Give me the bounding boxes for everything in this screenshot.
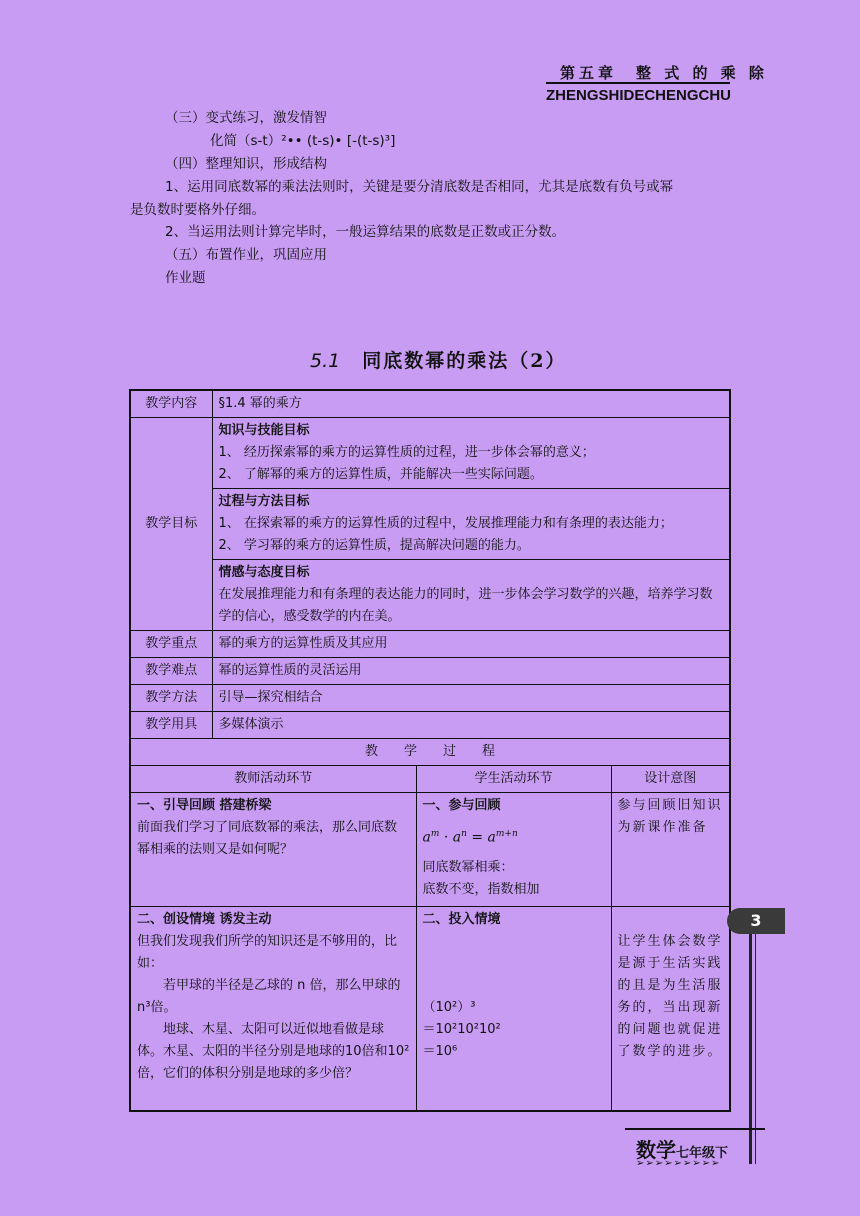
step-heading: 二、投入情境 xyxy=(422,912,501,927)
content-value: §1.4 幂的乘方 xyxy=(212,390,730,418)
footer-subject-text: 数学 xyxy=(636,1138,676,1162)
goal-item: 2、 学习幂的乘方的运算性质，提高解决问题的能力。 xyxy=(218,538,530,553)
intro-line: 是负数时要格外仔细。 xyxy=(130,202,265,218)
key-value: 幂的乘方的运算性质及其应用 xyxy=(212,631,730,658)
difficulty-label: 教学难点 xyxy=(130,658,212,685)
calc-line: ＝10⁶ xyxy=(422,1044,458,1059)
col-student-header: 学生活动环节 xyxy=(416,766,611,793)
content-label: 教学内容 xyxy=(130,390,212,418)
situation-design-cell xyxy=(611,907,730,1111)
header-rule xyxy=(546,82,730,84)
step-body: 地球、木星、太阳可以近似地看做是球体。木星、太阳的半径分别是地球的10倍和10²倍，它们的体积分别是地球的多少倍？ xyxy=(137,1022,410,1081)
goal-emotion xyxy=(212,560,730,631)
goal-heading: 过程与方法目标 xyxy=(218,494,310,509)
step-body: 但我们发现我们所学的知识还是不够用的，比如： xyxy=(137,934,398,971)
calc-line: （10²）³ xyxy=(422,1000,476,1015)
situation-teacher-cell xyxy=(130,907,416,1111)
process-header: 教 学 过 程 xyxy=(130,739,730,766)
intro-line: 1、运用同底数幂的乘法法则时，关键是要分清底数是否相同，尤其是底数有负号或幂 xyxy=(165,179,674,195)
calc-line: ＝10²10²10² xyxy=(422,1022,501,1037)
step-body: 前面我们学习了同底数幂的乘法，那么同底数幂相乘的法则又是如何呢？ xyxy=(137,820,398,857)
step-body: 若甲球的半径是乙球的 n 倍，那么甲球的n³倍。 xyxy=(137,978,401,1015)
goal-item: 1、 在探索幂的乘方的运算性质的过程中，发展推理能力和有条理的表达能力； xyxy=(218,516,673,531)
footer-grade: 七年级下 xyxy=(676,1146,729,1161)
method-value: 引导—探究相结合 xyxy=(212,685,730,712)
step-heading: 一、引导回顾 搭建桥梁 xyxy=(137,798,272,813)
section-name: 同底数幂的乘法（2） xyxy=(362,350,567,372)
situation-student-cell xyxy=(416,907,611,1111)
tool-value: 多媒体演示 xyxy=(212,712,730,739)
page-number-tab: 3 xyxy=(727,908,785,934)
intro-line: （四）整理知识，形成结构 xyxy=(165,156,327,172)
review-student-cell xyxy=(416,793,611,907)
intro-line: （五）布置作业，巩固应用 xyxy=(165,247,327,263)
lesson-plan-table xyxy=(129,389,731,1112)
footer-rule xyxy=(625,1128,765,1130)
key-label: 教学重点 xyxy=(130,631,212,658)
step-body: 底数不变，指数相加 xyxy=(422,881,540,897)
footer-arrows: ➢➢➢➢➢➢➢➢➢ xyxy=(636,1158,721,1169)
intro-line: 作业题 xyxy=(165,270,206,286)
step-body: 同底数幂相乘： xyxy=(422,859,514,875)
intro-line: 化简（s-t）²•• (t-s)• [-(t-s)³] xyxy=(210,133,396,149)
goal-label: 教学目标 xyxy=(130,418,212,631)
goal-process xyxy=(212,489,730,560)
goal-item: 在发展推理能力和有条理的表达能力的同时，进一步体会学习数学的兴趣，培养学习数学的信心，感受数学的内在美。 xyxy=(218,587,713,624)
goal-item: 2、 了解幂的乘方的运算性质，并能解决一些实际问题。 xyxy=(218,467,543,482)
design-text: 让学生体会数学是源于生活实践的且是为生活服务的，当出现新的问题也就促进了数学的进步。 xyxy=(617,934,723,1059)
section-number: 5.1 xyxy=(310,350,341,372)
step-heading: 二、创设情境 诱发主动 xyxy=(137,912,272,927)
col-design-header: 设计意图 xyxy=(611,766,730,793)
section-title xyxy=(310,346,566,373)
review-teacher-cell xyxy=(130,793,416,907)
chapter-pinyin: ZHENGSHIDECHENGCHU xyxy=(546,87,732,104)
difficulty-value: 幂的运算性质的灵活运用 xyxy=(212,658,730,685)
goal-item: 1、 经历探索幂的乘方的运算性质的过程，进一步体会幂的意义； xyxy=(218,445,595,460)
goal-knowledge xyxy=(212,418,730,489)
tool-label: 教学用具 xyxy=(130,712,212,739)
chapter-header: 第五章 整 式 的 乘 除 xyxy=(560,64,768,82)
goal-heading: 情感与态度目标 xyxy=(218,565,310,580)
intro-line: 2、当运用法则计算完毕时，一般运算结果的底数是正数或正分数。 xyxy=(165,224,566,240)
goal-heading: 知识与技能目标 xyxy=(218,423,310,438)
method-label: 教学方法 xyxy=(130,685,212,712)
review-design-cell: 参与回顾旧知识为新课作准备 xyxy=(611,793,730,907)
power-rule-formula: $a^m \cdot a^n = a^{m+n}$ xyxy=(422,829,518,846)
col-teacher-header: 教师活动环节 xyxy=(130,766,416,793)
intro-line: （三）变式练习，激发情智 xyxy=(165,110,327,126)
step-heading: 一、参与回顾 xyxy=(422,798,501,813)
